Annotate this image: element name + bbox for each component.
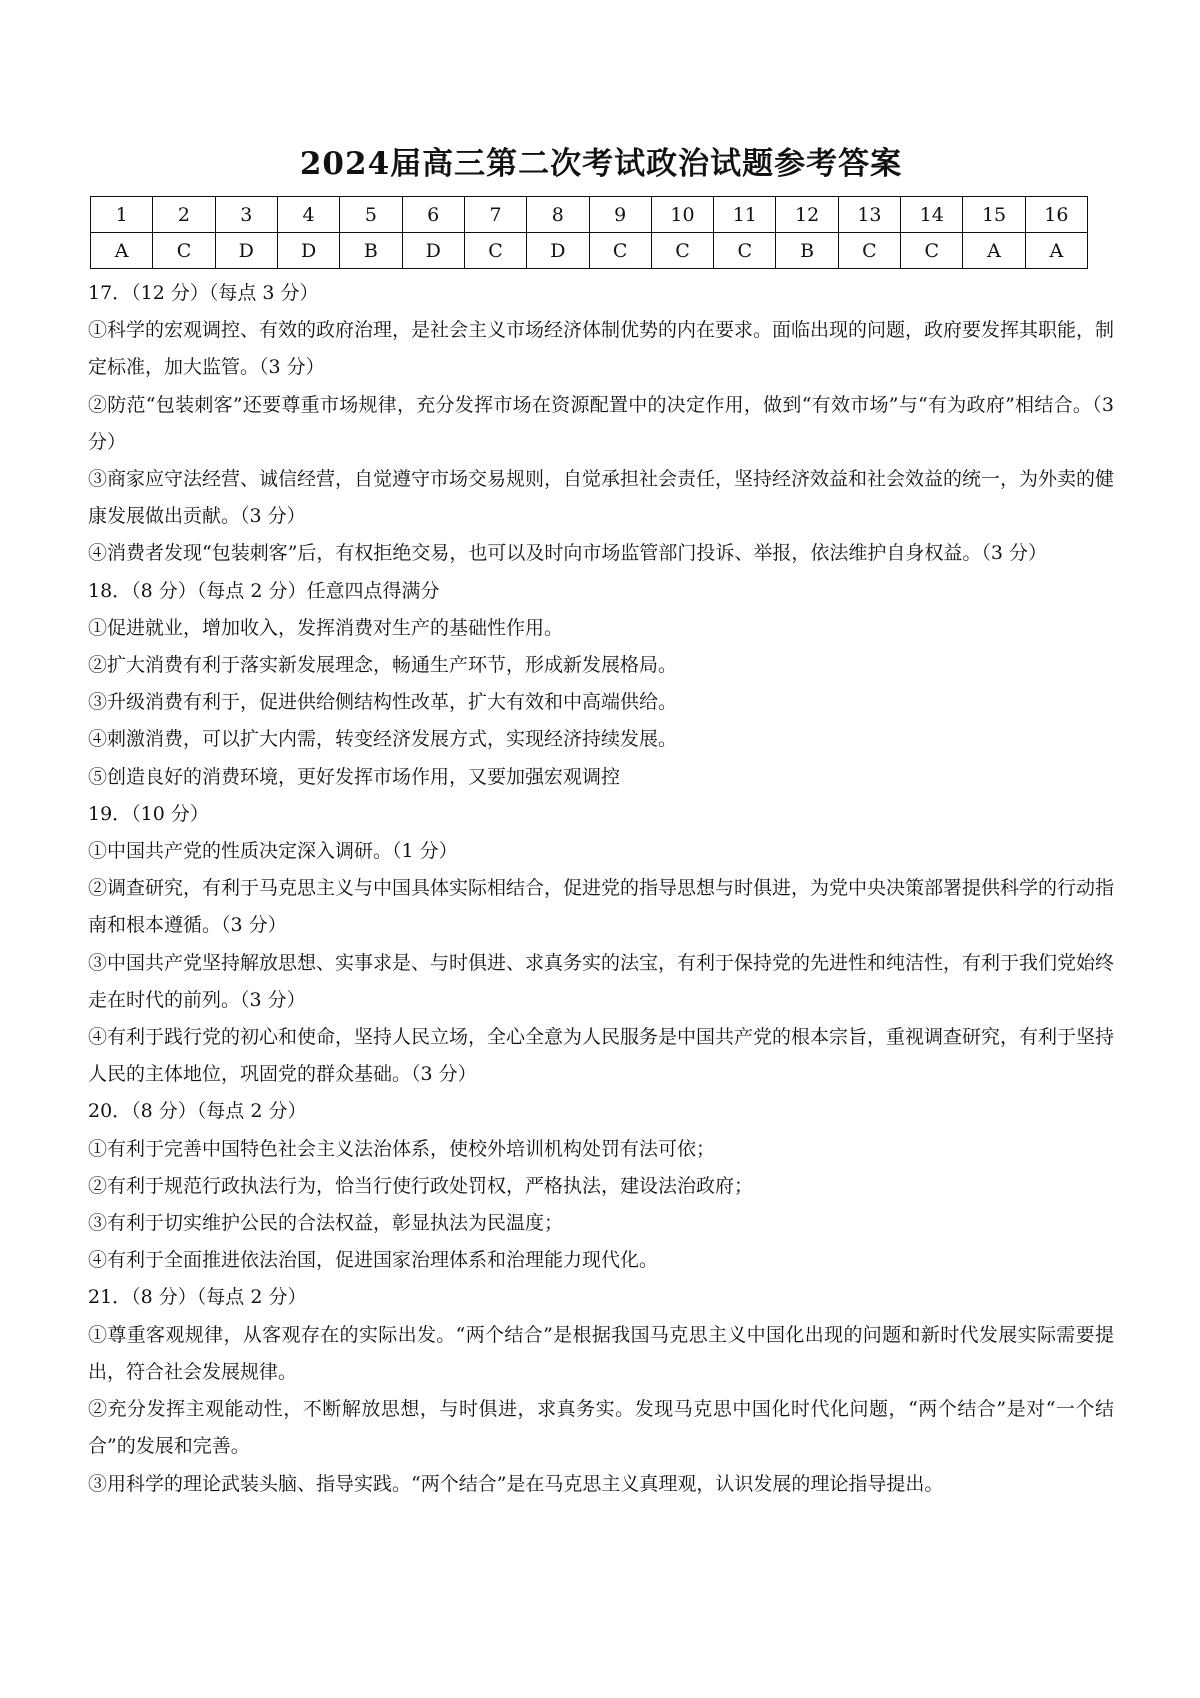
- answer-table-answers-row: [91, 233, 1088, 269]
- question-number-cell: 12: [776, 197, 838, 233]
- answer-point: ①尊重客观规律，从客观存在的实际出发。“两个结合”是根据我国马克思主义中国化出现的问题和新时代发展实际需要提出，符合社会发展规律。: [88, 1323, 1114, 1383]
- section-heading: 17．（12 分）（每点 3 分）: [88, 282, 319, 304]
- answer-point: ①有利于完善中国特色社会主义法治体系，使校外培训机构处罚有法可依；: [88, 1137, 716, 1160]
- question-number-cell: 7: [464, 197, 526, 233]
- answer-point: ②调查研究，有利于马克思主义与中国具体实际相结合，促进党的指导思想与时俱进，为党中央决策部署提供科学的行动指南和根本遵循。（3 分）: [88, 877, 1115, 937]
- question-number-cell: 5: [340, 197, 402, 233]
- question-number-cell: 1: [91, 197, 153, 233]
- answer-point: ②有利于规范行政执法行为，恰当行使行政处罚权，严格执法，建设法治政府；: [88, 1174, 754, 1197]
- answer-cell: C: [714, 233, 776, 269]
- question-number-cell: 14: [901, 197, 963, 233]
- answer-point: ②扩大消费有利于落实新发展理念，畅通生产环节，形成新发展格局。: [88, 654, 678, 677]
- answer-cell: C: [901, 233, 963, 269]
- question-number-cell: 9: [589, 197, 651, 233]
- question-number-cell: 10: [651, 197, 713, 233]
- answer-cell: D: [402, 233, 464, 269]
- question-number-cell: 6: [402, 197, 464, 233]
- answer-cell: B: [340, 233, 402, 269]
- question-number-cell: 16: [1025, 197, 1087, 233]
- section-19: [88, 796, 1114, 1094]
- question-number-cell: 13: [838, 197, 900, 233]
- answer-point: ⑤创造良好的消费环境，更好发挥市场作用，又要加强宏观调控: [88, 765, 621, 788]
- question-number-cell: 8: [527, 197, 589, 233]
- answer-point: ②防范“包装刺客”还要尊重市场规律，充分发挥市场在资源配置中的决定作用，做到“有效市场”与“有为政府”相结合。（3 分）: [88, 393, 1114, 453]
- answer-point: ④有利于践行党的初心和使命，坚持人民立场，全心全意为人民服务是中国共产党的根本宗旨，重视调查研究，有利于坚持人民的主体地位，巩固党的群众基础。（3 分）: [88, 1026, 1115, 1086]
- section-heading: 18．（8 分）（每点 2 分）任意四点得满分: [88, 579, 440, 602]
- question-number-cell: 3: [215, 197, 277, 233]
- section-heading: 20．（8 分）（每点 2 分）: [88, 1100, 307, 1123]
- answer-cell: C: [651, 233, 713, 269]
- answer-point: ②充分发挥主观能动性，不断解放思想，与时俱进，求真务实。发现马克思中国化时代化问题，“两个结合”是对“一个结合”的发展和完善。: [88, 1398, 1114, 1458]
- section-17: [88, 275, 1114, 573]
- answer-table-numbers-row: [91, 197, 1088, 233]
- answer-cell: C: [838, 233, 900, 269]
- answer-point: ④消费者发现“包装刺客”后，有权拒绝交易，也可以及时向市场监管部门投诉、举报，依法维护自身权益。（3 分）: [88, 542, 1048, 565]
- answer-point: ④刺激消费，可以扩大内需，转变经济发展方式，实现经济持续发展。: [88, 728, 678, 751]
- answer-table: [90, 196, 1088, 269]
- answer-point: ③中国共产党坚持解放思想、实事求是、与时俱进、求真务实的法宝，有利于保持党的先进性和纯洁性，有利于我们党始终走在时代的前列。（3 分）: [88, 951, 1115, 1011]
- section-20: [88, 1093, 1114, 1279]
- question-number-cell: 2: [153, 197, 215, 233]
- answer-point: ③商家应守法经营、诚信经营，自觉遵守市场交易规则，自觉承担社会责任，坚持经济效益和社会效益的统一，为外卖的健康发展做出贡献。（3 分）: [88, 468, 1115, 528]
- answer-cell: D: [277, 233, 339, 269]
- question-number-cell: 15: [963, 197, 1025, 233]
- answer-cell: C: [589, 233, 651, 269]
- answer-point: ①促进就业，增加收入，发挥消费对生产的基础性作用。: [88, 616, 564, 639]
- answer-explanations: [88, 275, 1114, 1503]
- answer-cell: A: [1025, 233, 1087, 269]
- answer-point: ①中国共产党的性质决定深入调研。（1 分）: [88, 840, 458, 863]
- answer-point: ④有利于全面推进依法治国，促进国家治理体系和治理能力现代化。: [88, 1249, 659, 1272]
- page-title: 2024届高三第二次考试政治试题参考答案: [299, 146, 903, 182]
- answer-cell: A: [91, 233, 153, 269]
- answer-point: ③有利于切实维护公民的合法权益，彰显执法为民温度；: [88, 1212, 564, 1235]
- question-number-cell: 11: [714, 197, 776, 233]
- answer-cell: D: [215, 233, 277, 269]
- answer-point: ①科学的宏观调控、有效的政府治理，是社会主义市场经济体制优势的内在要求。面临出现的问题，政府要发挥其职能，制定标准，加大监管。（3 分）: [88, 319, 1115, 379]
- answer-point: ③用科学的理论武装头脑、指导实践。“两个结合”是在马克思主义真理观，认识发展的理论指导提出。: [88, 1472, 944, 1495]
- answer-cell: C: [464, 233, 526, 269]
- question-number-cell: 4: [277, 197, 339, 233]
- answer-cell: D: [527, 233, 589, 269]
- answer-point: ③升级消费有利于，促进供给侧结构性改革，扩大有效和中高端供给。: [88, 691, 678, 714]
- section-18: [88, 573, 1114, 796]
- answer-cell: C: [153, 233, 215, 269]
- answer-cell: A: [963, 233, 1025, 269]
- section-heading: 19．（10 分）: [88, 802, 209, 825]
- section-21: [88, 1279, 1114, 1502]
- answer-cell: B: [776, 233, 838, 269]
- section-heading: 21．（8 分）（每点 2 分）: [88, 1286, 307, 1309]
